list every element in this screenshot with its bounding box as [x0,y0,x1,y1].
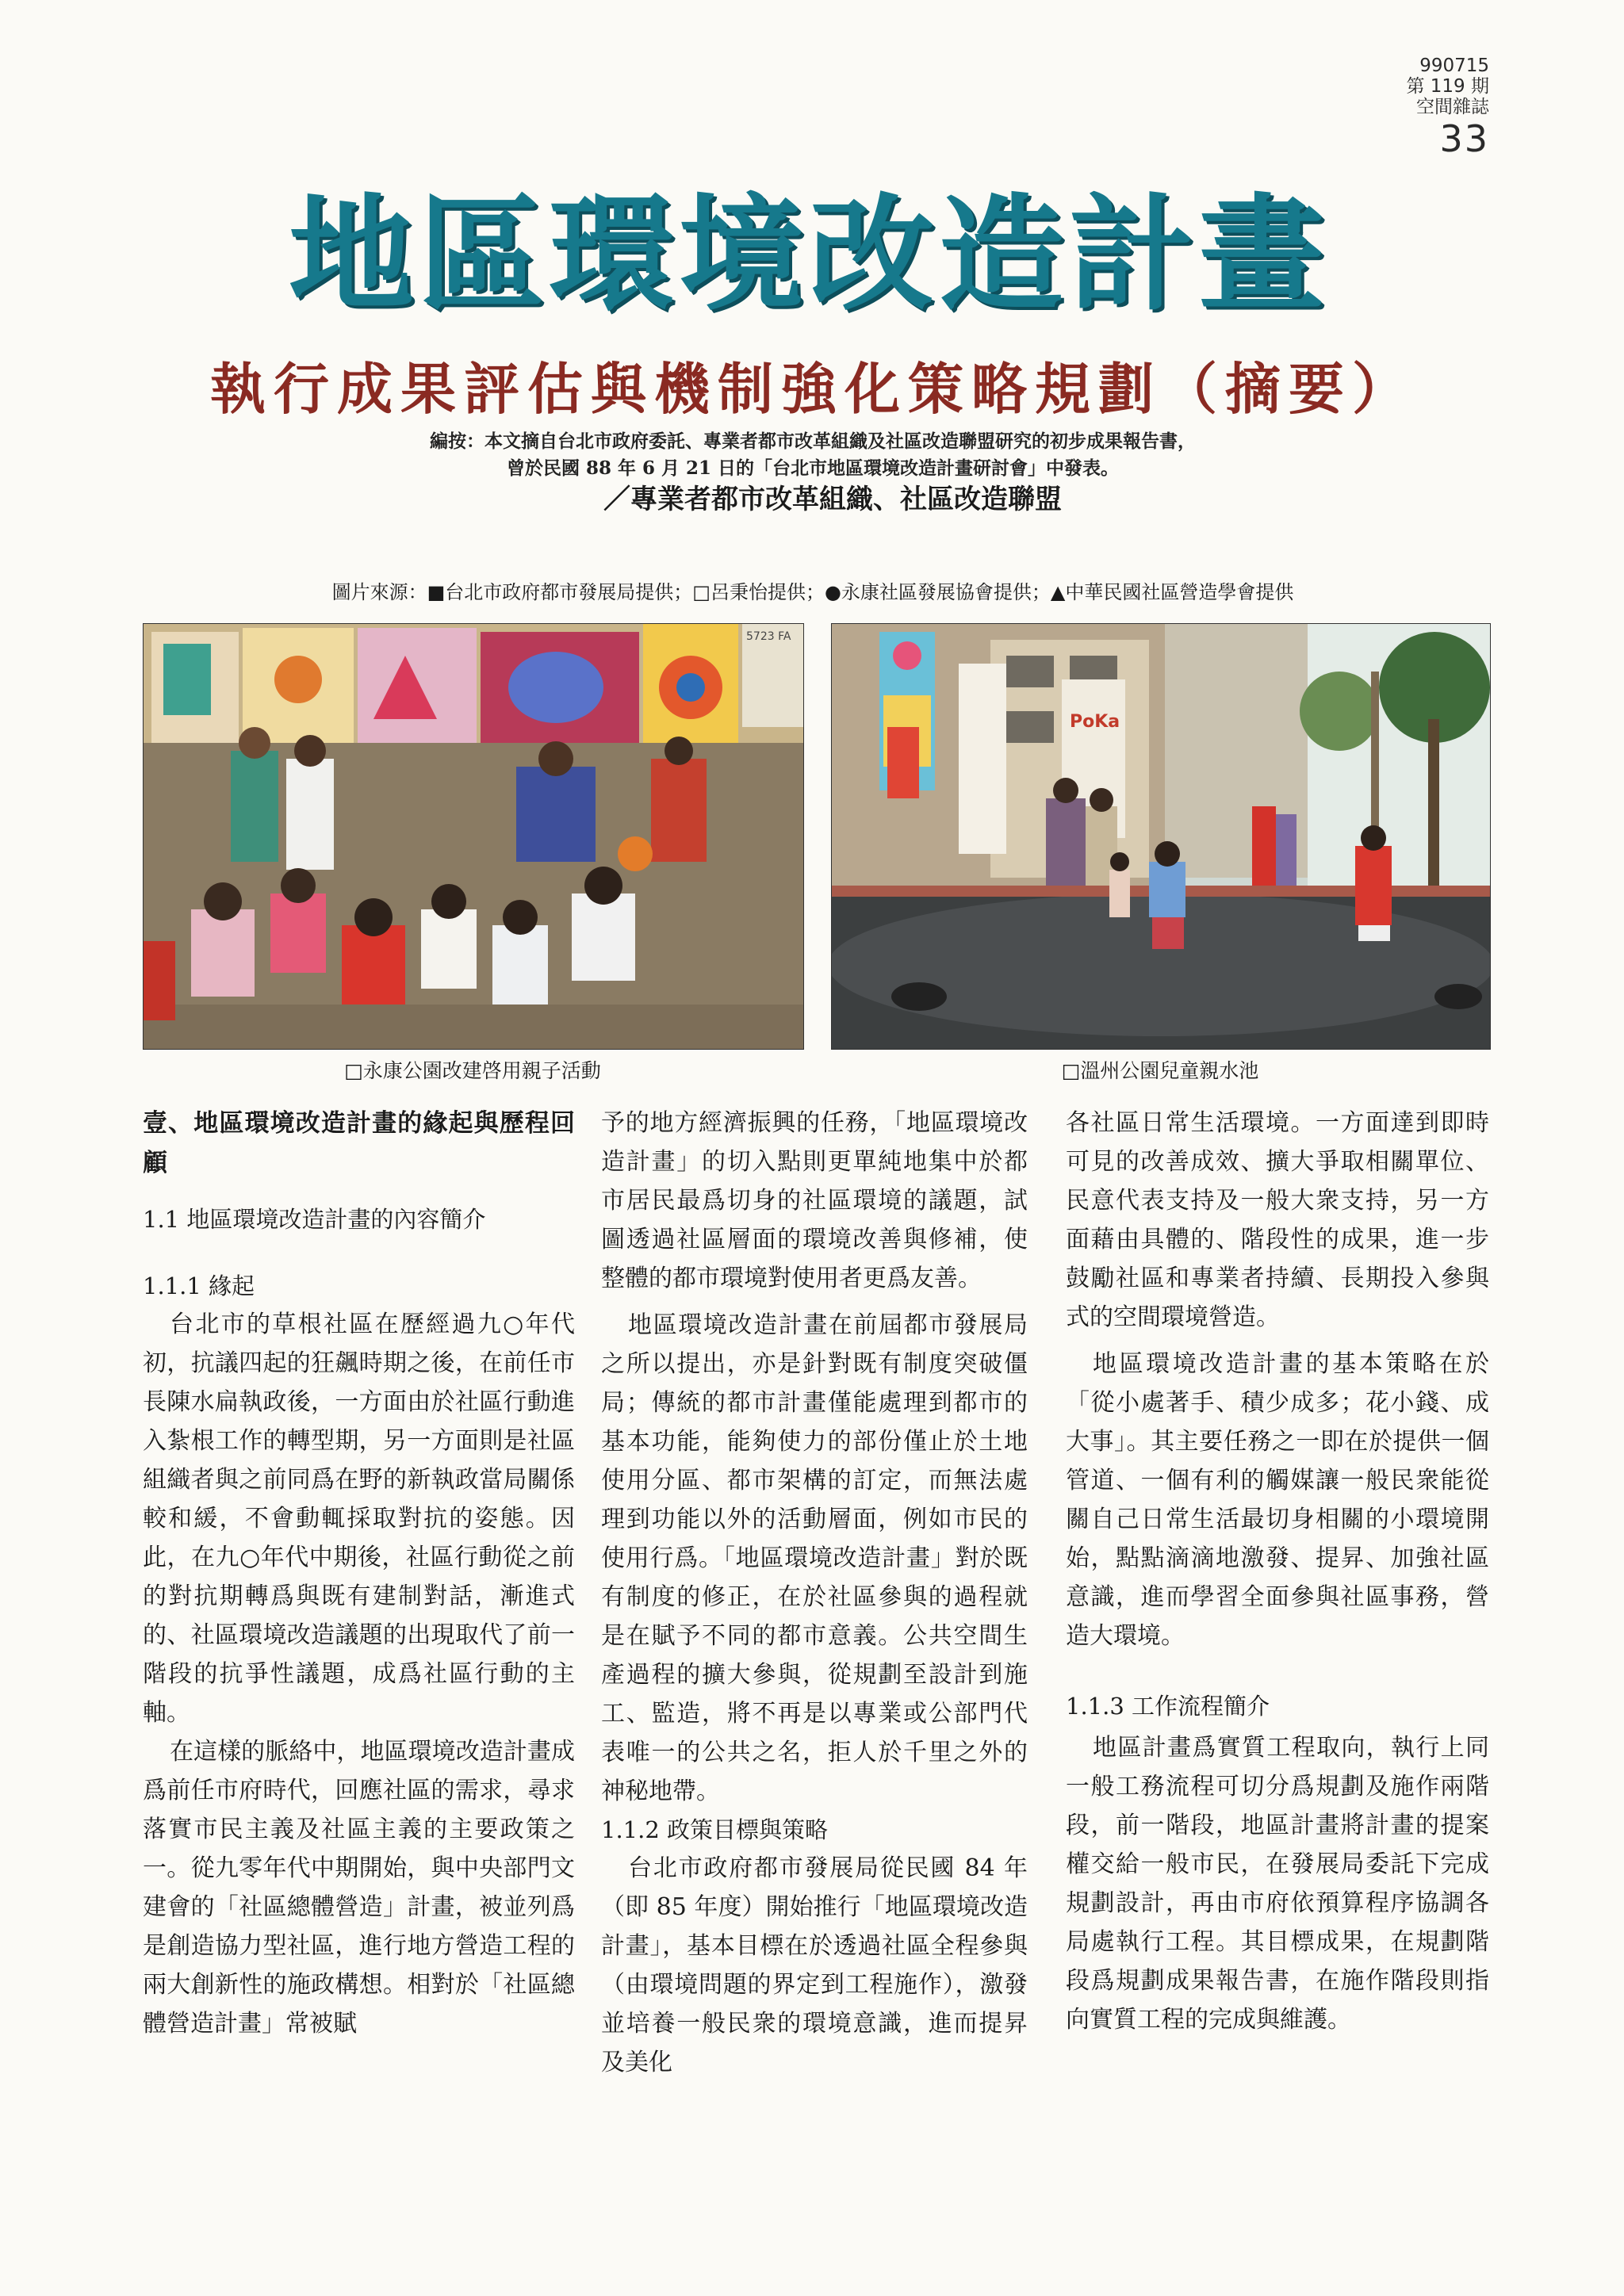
text-column-1 [143,1104,575,2043]
subsection-heading-1-1-3: 1.1.3 工作流程簡介 [1066,1693,1270,1720]
subsection-heading-1-1-2: 1.1.2 政策目標與策略 [601,1816,829,1843]
paragraph: 地區環境改造計畫的基本策略在於「從小處著手、積少成多；花小錢、成大事」。其主要任務之一即在於提供一個管道、一個有利的觸媒讓一般民衆能從關自己日常生活最切身相關的小環境開始，點點滴滴地激發、提昇、加強社區意識，進而學習全面參與社區事務，營造大環境。 [1066,1350,1489,1650]
paragraph: 在這樣的脈絡中，地區環境改造計畫成爲前任市府時代，回應社區的需求，尋求落實市民主義及社區主義的主要政策之一。從九零年代中期開始，與中央部門文建會的「社區總體營造」計畫，被並列爲是創造協力型社區，進行地方營造工程的兩大創新性的施政構想。相對於「社區總體營造計畫」常被賦 [143,1738,575,2038]
photo-yongkang-park-image [144,624,803,1049]
page-number: 33 [1439,117,1489,160]
issue-code: 990715 [1419,55,1489,76]
photo-yongkang-park [143,623,804,1050]
editor-note-line-1: 編按：本文摘自台北市政府委託、專業者都市改革組織及社區改造聯盟研究的初步成果報告書， [430,430,1196,452]
editor-note [278,428,1348,482]
section-heading: 壹、地區環境改造計畫的緣起與歷程回顧 [143,1109,575,1177]
photo-sign-text: 5723 FA [746,630,791,643]
editor-note-line-2: 曾於民國 88 年 6 月 21 日的「台北市地區環境改造計畫研討會」中發表。 [506,457,1120,479]
magazine-name: 空間雜誌 [1416,97,1489,117]
issue-number: 第 119 期 [1406,76,1489,97]
subsection-heading-1-1: 1.1 地區環境改造計畫的內容簡介 [143,1206,486,1233]
subsection-heading-1-1-1: 1.1.1 緣起 [143,1272,255,1299]
article-title: 地區環境改造計畫 [289,182,1329,328]
photo-sign-text: PoKa [1070,712,1120,732]
photo-wenzhou-park-image [832,624,1490,1049]
byline: ／專業者都市改革組織、社區改造聯盟 [603,484,1062,515]
paragraph: 地區計畫爲實質工程取向，執行上同一般工務流程可切分爲規劃及施作兩階段，前一階段，地區計畫將計畫的提案權交給一般市民，在發展局委託下完成規劃設計，再由市府依預算程序協調各局處執行工程。其目標成果，在規劃階段爲規劃成果報告書，在施作階段則指向實質工程的完成與維護。 [1066,1734,1489,2034]
article-subtitle: 執行成果評估與機制強化策略規劃（摘要） [210,356,1415,422]
photo-credits: 圖片來源：■台北市政府都市發展局提供；□呂秉怡提供；●永康社區發展協會提供；▲中華民國社區營造學會提供 [331,581,1294,603]
paragraph: 予的地方經濟振興的任務，「地區環境改造計畫」的切入點則更單純地集中於都市居民最爲切身的社區環境的議題，試圖透過社區層面的環境改善與修補，使整體的都市環境對使用者更爲友善。 [601,1109,1028,1292]
photo-caption-yongkang: □永康公園改建啓用親子活動 [344,1059,601,1082]
photo-wenzhou-park [831,623,1491,1050]
text-column-2 [601,1104,1028,2082]
paragraph: 地區環境改造計畫在前屆都市發展局之所以提出，亦是針對既有制度突破僵局；傳統的都市計畫僅能處理到都市的基本功能，能夠使力的部份僅止於土地使用分區、都市架構的訂定，而無法處理到功能以外的活動層面，例如市民的使用行爲。「地區環境改造計畫」對於既有制度的修正，在於社區參與的過程就是在賦予不同的都市意義。公共空間生產過程的擴大參與，從規劃至設計到施工、監造，將不再是以專業或公部門代表唯一的公共之名，拒人於千里之外的神秘地帶。 [601,1311,1028,1805]
photo-caption-wenzhou: □溫州公園兒童親水池 [1061,1059,1259,1082]
paragraph: 台北市政府都市發展局從民國 84 年（即 85 年度）開始推行「地區環境改造計畫」，基本目標在於透過社區全程參與（由環境問題的界定到工程施作），激發並培養一般民衆的環境意識，進而提昇及美化 [601,1854,1028,2076]
paragraph: 台北市的草根社區在歷經過九○年代初，抗議四起的狂飆時期之後，在前任市長陳水扁執政後，一方面由於社區行動進入紮根工作的轉型期，另一方面則是社區組織者與之前同爲在野的新執政當局關係較和緩，不會動輒採取對抗的姿態。因此，在九○年代中期後，社區行動從之前的對抗期轉爲與既有建制對話，漸進式的、社區環境改造議題的出現取代了前一階段的抗爭性議題，成爲社區行動的主軸。 [143,1311,575,1727]
text-column-3 [1066,1104,1489,2039]
issue-info [1315,55,1489,159]
paragraph: 各社區日常生活環境。一方面達到即時可見的改善成效、擴大爭取相關單位、民意代表支持及一般大衆支持，另一方面藉由具體的、階段性的成果，進一步鼓勵社區和專業者持續、長期投入參與式的空間環境營造。 [1066,1109,1489,1331]
